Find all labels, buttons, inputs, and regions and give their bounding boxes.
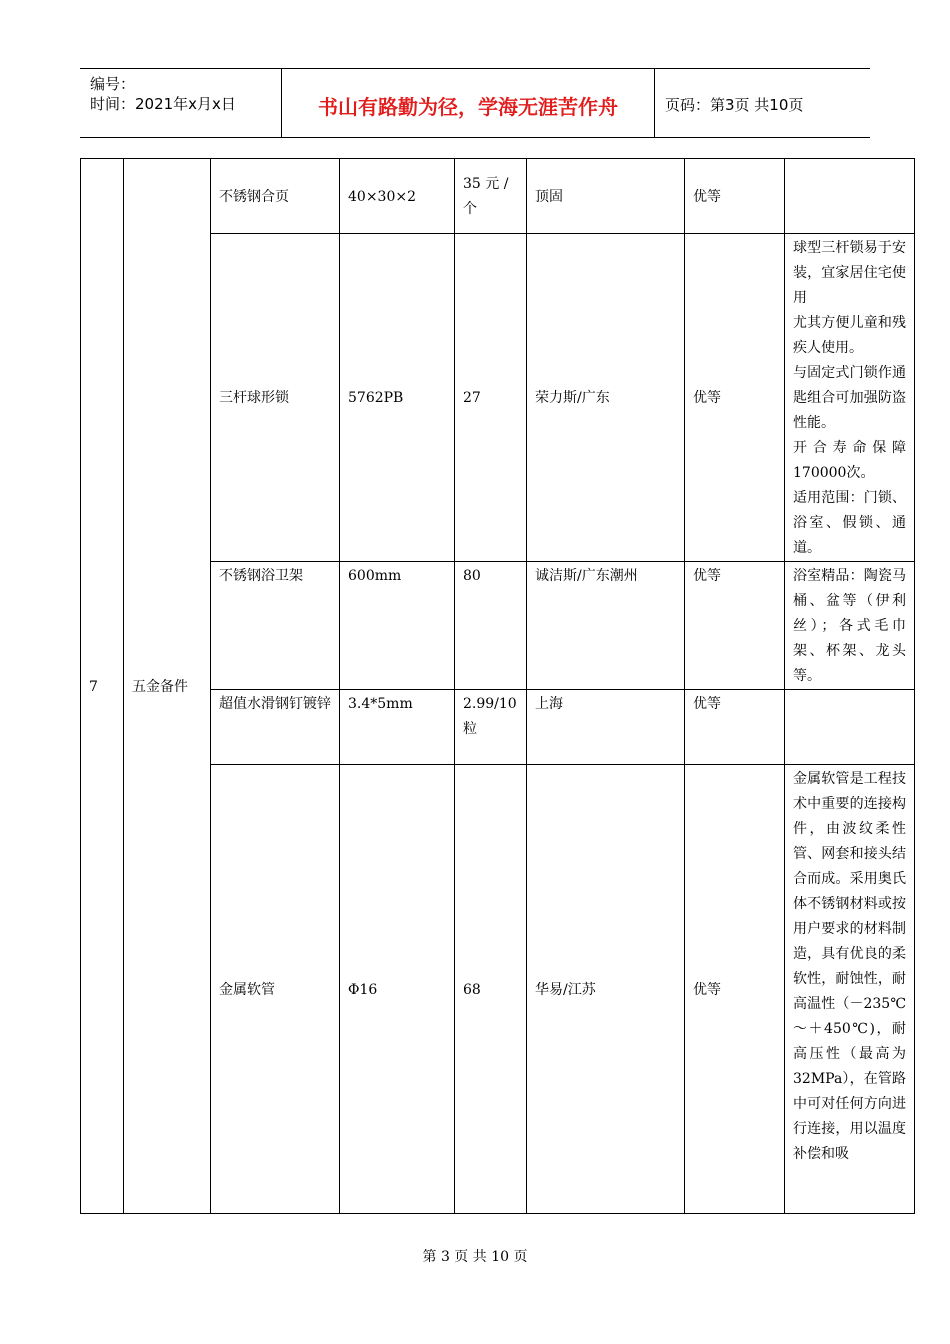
note-line: 尤其方便儿童和残疾人使用。 bbox=[793, 315, 906, 356]
item-spec: 40×30×2 bbox=[340, 159, 455, 234]
header-page-cell bbox=[655, 69, 870, 137]
page-footer: 第 3 页 共 10 页 bbox=[422, 1249, 528, 1265]
item-spec: 3.4*5mm bbox=[340, 690, 455, 765]
item-name: 三杆球形锁 bbox=[211, 234, 340, 562]
item-notes bbox=[785, 234, 915, 562]
item-price: 35 元 / 个 bbox=[455, 159, 527, 234]
note-line: 开合寿命保障170000次。 bbox=[793, 440, 906, 481]
page-code: 页码：第3页 共10页 bbox=[665, 96, 804, 114]
product-table bbox=[80, 158, 915, 1214]
item-price: 68 bbox=[455, 765, 527, 1214]
item-name: 不锈钢合页 bbox=[211, 159, 340, 234]
motto-text: 书山有路勤为径，学海无涯苦作舟 bbox=[318, 95, 618, 119]
page-header bbox=[80, 68, 870, 138]
item-grade: 优等 bbox=[685, 562, 785, 690]
item-name: 超值水滑钢钉镀锌 bbox=[211, 690, 340, 765]
item-notes bbox=[785, 765, 915, 1214]
header-meta bbox=[80, 69, 282, 137]
item-notes bbox=[785, 690, 915, 765]
item-price: 27 bbox=[455, 234, 527, 562]
note-line: 与固定式门锁作通匙组合可加强防盗性能。 bbox=[793, 365, 906, 431]
note-line: 金属软管是工程技术中重要的连接构件，由波纹柔性管、网套和接头结合而成。采用奥氏体不锈钢材料或按用户要求的材料制造，具有优良的柔软性，耐蚀性，耐高温性（－235℃ ～＋450℃)，耐高压性（最高为32MPa），在管路中可对任何方向进行连接，用以温度补偿和吸 bbox=[793, 771, 906, 1162]
item-price: 2.99/10粒 bbox=[455, 690, 527, 765]
item-brand: 华易/江苏 bbox=[527, 765, 685, 1214]
note-line: 浴室精品：陶瓷马桶、盆等（伊利丝）；各式毛巾架、杯架、龙头等。 bbox=[793, 568, 906, 684]
header-motto-cell bbox=[282, 69, 655, 137]
item-notes bbox=[785, 159, 915, 234]
item-spec: 5762PB bbox=[340, 234, 455, 562]
number-label: 编号： bbox=[90, 75, 136, 93]
item-spec: 600mm bbox=[340, 562, 455, 690]
item-grade: 优等 bbox=[685, 159, 785, 234]
item-brand: 荣力斯/广东 bbox=[527, 234, 685, 562]
item-brand: 顶固 bbox=[527, 159, 685, 234]
item-grade: 优等 bbox=[685, 234, 785, 562]
item-grade: 优等 bbox=[685, 765, 785, 1214]
group-index-cell: 7 bbox=[81, 159, 124, 1214]
item-brand: 上海 bbox=[527, 690, 685, 765]
time-label: 时间：2021年x月x日 bbox=[90, 95, 236, 113]
note-line: 适用范围：门锁、浴室、假锁、通道。 bbox=[793, 490, 906, 556]
note-line: 球型三杆锁易于安装，宜家居住宅使用 bbox=[793, 240, 906, 306]
item-price: 80 bbox=[455, 562, 527, 690]
item-name: 不锈钢浴卫架 bbox=[211, 562, 340, 690]
item-spec: Φ16 bbox=[340, 765, 455, 1214]
item-brand: 诚洁斯/广东潮州 bbox=[527, 562, 685, 690]
item-notes bbox=[785, 562, 915, 690]
item-name: 金属软管 bbox=[211, 765, 340, 1214]
item-grade: 优等 bbox=[685, 690, 785, 765]
table-row bbox=[81, 159, 915, 234]
group-name-cell: 五金备件 bbox=[124, 159, 211, 1214]
